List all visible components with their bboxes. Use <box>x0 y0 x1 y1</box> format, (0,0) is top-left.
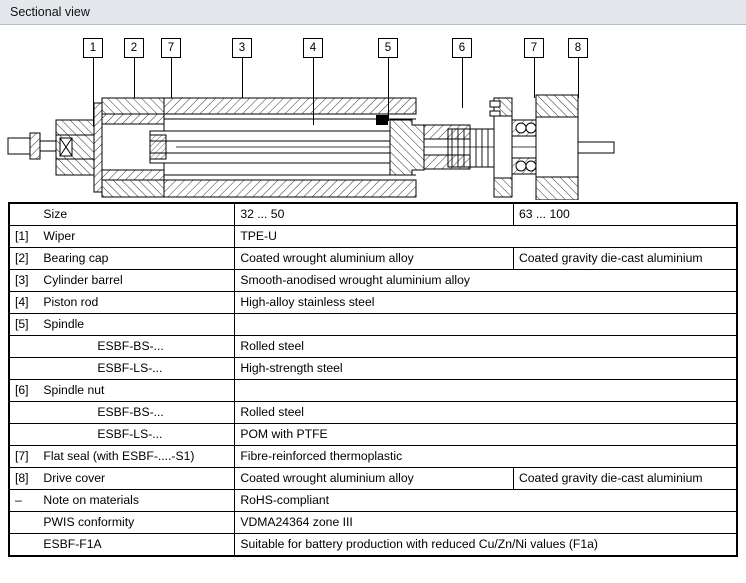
row-num: [4] <box>10 292 40 314</box>
row-num: [6] <box>10 380 40 402</box>
row-name: ESBF-BS-... <box>39 402 234 424</box>
table-row <box>10 446 737 468</box>
row-num: [7] <box>10 446 40 468</box>
table-row <box>10 468 737 490</box>
row-material: TPE-U <box>235 226 737 248</box>
row-num: [3] <box>10 270 40 292</box>
header-size-large: 63 ... 100 <box>513 204 736 226</box>
row-name: Drive cover <box>39 468 234 490</box>
row-num: [1] <box>10 226 40 248</box>
sectional-view-drawing <box>0 25 746 200</box>
header-size: Size <box>39 204 234 226</box>
callout-7a: 7 <box>161 38 181 58</box>
row-name: Wiper <box>39 226 234 248</box>
row-material: POM with PTFE <box>235 424 737 446</box>
table-row <box>10 424 737 446</box>
row-material <box>235 314 737 336</box>
row-num: [8] <box>10 468 40 490</box>
callout-5: 5 <box>378 38 398 58</box>
table-row <box>10 226 737 248</box>
table-row <box>10 336 737 358</box>
table-header-row <box>10 204 737 226</box>
callout-4: 4 <box>303 38 323 58</box>
row-material-small: Coated wrought aluminium alloy <box>235 248 514 270</box>
row-name: Flat seal (with ESBF-....-S1) <box>39 446 234 468</box>
row-name: Spindle nut <box>39 380 234 402</box>
row-name: ESBF-BS-... <box>39 336 234 358</box>
row-material: Smooth-anodised wrought aluminium alloy <box>235 270 737 292</box>
row-num: – <box>10 490 40 512</box>
row-num <box>10 512 40 534</box>
row-name: Piston rod <box>39 292 234 314</box>
callout-3: 3 <box>232 38 252 58</box>
row-num <box>10 534 40 556</box>
callout-8: 8 <box>568 38 588 58</box>
materials-table <box>8 202 738 557</box>
table-row <box>10 512 737 534</box>
callout-7b: 7 <box>524 38 544 58</box>
row-material: Suitable for battery production with reduced Cu/Zn/Ni values (F1a) <box>235 534 737 556</box>
section-header-bar <box>0 0 746 25</box>
callout-1: 1 <box>83 38 103 58</box>
row-num <box>10 358 40 380</box>
table-row <box>10 358 737 380</box>
table-row <box>10 534 737 556</box>
row-material <box>235 380 737 402</box>
table-row <box>10 270 737 292</box>
row-num: [5] <box>10 314 40 336</box>
row-material: High-alloy stainless steel <box>235 292 737 314</box>
row-name: Spindle <box>39 314 234 336</box>
table-row <box>10 314 737 336</box>
table-row <box>10 490 737 512</box>
callout-2: 2 <box>124 38 144 58</box>
row-material-small: Coated wrought aluminium alloy <box>235 468 514 490</box>
row-num: [2] <box>10 248 40 270</box>
page-title: Sectional view <box>10 5 90 19</box>
row-num <box>10 336 40 358</box>
row-name: PWIS conformity <box>39 512 234 534</box>
header-size-num <box>10 204 40 226</box>
table-row <box>10 292 737 314</box>
row-material: VDMA24364 zone III <box>235 512 737 534</box>
row-material: RoHS-compliant <box>235 490 737 512</box>
row-name: ESBF-F1A <box>39 534 234 556</box>
row-material: Rolled steel <box>235 336 737 358</box>
row-material-large: Coated gravity die-cast aluminium <box>513 248 736 270</box>
row-material-large: Coated gravity die-cast aluminium <box>513 468 736 490</box>
row-material: Rolled steel <box>235 402 737 424</box>
row-material: High-strength steel <box>235 358 737 380</box>
table-row <box>10 402 737 424</box>
cylinder-cross-section <box>0 25 746 200</box>
row-name: Cylinder barrel <box>39 270 234 292</box>
row-num <box>10 402 40 424</box>
row-name: ESBF-LS-... <box>39 358 234 380</box>
row-name: Note on materials <box>39 490 234 512</box>
row-material: Fibre-reinforced thermoplastic <box>235 446 737 468</box>
row-name: Bearing cap <box>39 248 234 270</box>
callout-6: 6 <box>452 38 472 58</box>
header-size-small: 32 ... 50 <box>235 204 514 226</box>
table-row <box>10 248 737 270</box>
table-row <box>10 380 737 402</box>
row-num <box>10 424 40 446</box>
row-name: ESBF-LS-... <box>39 424 234 446</box>
